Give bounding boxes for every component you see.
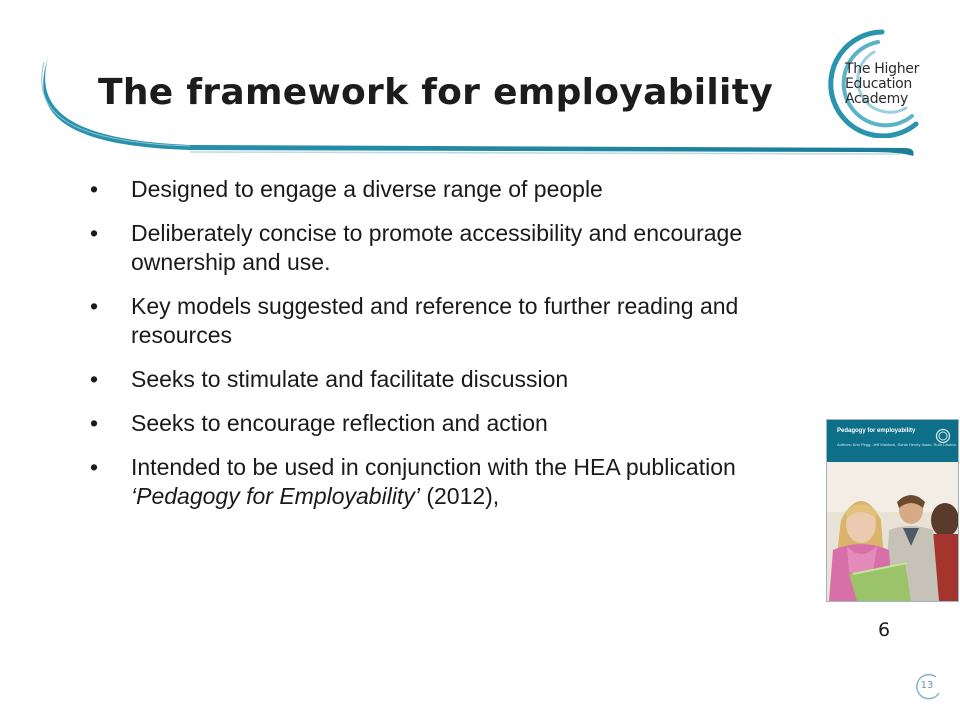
- cover-header-band: [827, 420, 958, 462]
- bullet-list: [90, 175, 810, 526]
- slide-reference-number: 6: [878, 619, 891, 641]
- logo-line-3: Academy: [845, 91, 908, 107]
- students-photo: [827, 462, 958, 601]
- bullet-text-end: (2012),: [419, 483, 500, 509]
- publication-title: ‘Pedagogy for Employability’: [131, 483, 420, 509]
- bullet-item: • Seeks to stimulate and facilitate discussion: [90, 365, 810, 394]
- page-number: 13: [920, 680, 934, 691]
- logo-line-1: The Higher: [845, 61, 920, 77]
- bullet-text: Intended to be used in conjunction with the HEA publication: [131, 454, 736, 480]
- bullet-item: • Designed to engage a diverse range of people: [90, 175, 810, 204]
- bullet-item: • Deliberately concise to promote accessibility and encourage ownership and use.: [90, 219, 810, 277]
- bullet-item: • Seeks to encourage reflection and action: [90, 409, 810, 438]
- cover-logo-icon: [935, 428, 951, 444]
- slide-title: The framework for employability: [98, 72, 773, 113]
- cover-title: Pedagogy for employability: [837, 428, 916, 434]
- cover-authors: Authors: Ann Pegg, Jeff Waldock, Sonia Hendy-Isaac, Ruth Lawton: [837, 442, 956, 447]
- bullet-item: • Key models suggested and reference to further reading and resources: [90, 292, 810, 350]
- logo-line-2: Education: [845, 76, 912, 92]
- bullet-item-publication: [90, 453, 810, 511]
- hea-logo-text: [845, 62, 919, 107]
- publication-cover-image: [826, 419, 959, 602]
